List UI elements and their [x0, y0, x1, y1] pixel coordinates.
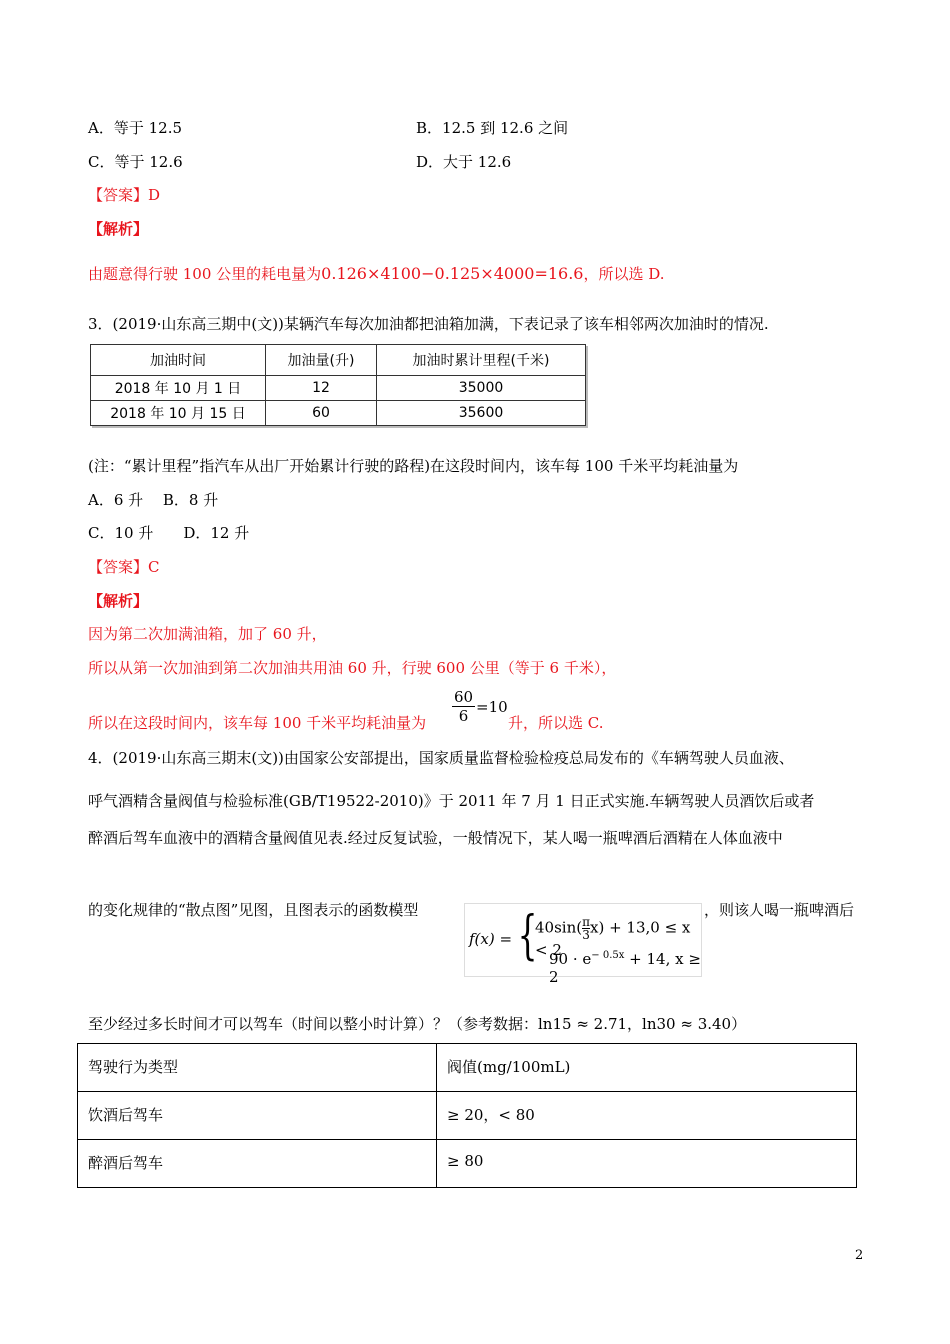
- fuel-table: [90, 344, 586, 426]
- fuel-table-header: 加油量(升): [266, 345, 377, 376]
- threshold-table-cell: ≥ 20，< 80: [437, 1092, 857, 1140]
- q4-line3: 醉酒后驾车血液中的酒精含量阀值见表.经过反复试验，一般情况下，某人喝一瓶啤酒后酒精在人体血液中: [88, 829, 783, 847]
- q4-line5: 至少经过多长时间才可以驾车（时间以整小时计算）？（参考数据：ln15 ≈ 2.71，ln30 ≈ 3.40）: [88, 1015, 747, 1033]
- threshold-table-row: [78, 1044, 857, 1092]
- fuel-table-header: 加油时间: [91, 345, 266, 376]
- pi-symbol: π: [582, 915, 590, 929]
- fuel-table-header: 加油时累计里程(千米): [377, 345, 586, 376]
- q3-explanation-line1: 因为第二次加满油箱，加了 60 升，: [88, 625, 327, 643]
- brace-icon: {: [517, 906, 538, 966]
- q4-line4-pre: 的变化规律的“散点图”见图，且图表示的函数模型: [88, 901, 419, 919]
- q3-explanation-line2: 所以从第一次加油到第二次加油共用油 60 升，行驶 600 公里（等于 6 千米），: [88, 659, 617, 677]
- page-number: 2: [855, 1248, 864, 1263]
- threshold-table-row: [78, 1140, 857, 1188]
- q4-line4-post: ，则该人喝一瓶啤酒后: [704, 901, 855, 919]
- q4-line1: 4．(2019·山东高三期末(文))由国家公安部提出，国家质量监督检验检疫总局发布的《车辆驾驶人员血液、: [88, 749, 794, 767]
- threshold-table-cell: 醉酒后驾车: [78, 1140, 437, 1188]
- q3-analysis-label: 【解析】: [88, 592, 149, 610]
- q2-option-d: D．大于 12.6: [416, 153, 512, 171]
- q3-note: (注：“累计里程”指汽车从出厂开始累计行驶的路程)在这段时间内，该车每 100 千米平均耗油量为: [88, 457, 739, 475]
- q3-fraction-denominator: 6: [458, 707, 469, 725]
- q2-explanation: [88, 263, 665, 284]
- q3-fraction: [452, 688, 475, 725]
- q2-analysis-label: 【解析】: [88, 220, 149, 238]
- q3-explanation-line3-pre: 所以在这段时间内，该车每 100 千米平均耗油量为: [88, 714, 427, 732]
- q2-option-a: A．等于 12.5: [88, 119, 182, 137]
- q2-explanation-formula: 0.126×4100−0.125×4000=16.6: [321, 264, 584, 283]
- piecewise-exponent: − 0.5x: [591, 950, 625, 961]
- fuel-table-cell: 35000: [377, 376, 586, 401]
- fuel-table-cell: 2018 年 10 月 1 日: [91, 376, 266, 401]
- piecewise-function: [464, 903, 702, 986]
- piecewise-line1-pre: 40sin(: [535, 918, 583, 937]
- q3-stem: 3．(2019·山东高三期中(文))某辆汽车每次加油都把油箱加满，下表记录了该车相邻两次加油时的情况.: [88, 315, 769, 333]
- fuel-table-row: [91, 401, 586, 426]
- q2-option-c: C．等于 12.6: [88, 153, 183, 171]
- q4-line2: 呼气酒精含量阀值与检验标准(GB/T19522-2010)》于 2011 年 7 月 1 日正式实施.车辆驾驶人员酒饮后或者: [88, 792, 815, 810]
- threshold-table-cell: ≥ 80: [437, 1140, 857, 1188]
- threshold-table-cell: 驾驶行为类型: [78, 1044, 437, 1092]
- fuel-table-row: [91, 376, 586, 401]
- threshold-table-row: [78, 1092, 857, 1140]
- pi-over-3: [582, 916, 590, 941]
- piecewise-line2: [549, 950, 701, 986]
- fuel-table-cell: 60: [266, 401, 377, 426]
- threshold-table-cell: 饮酒后驾车: [78, 1092, 437, 1140]
- fuel-table-header-row: [91, 345, 586, 376]
- piecewise-line1-post: x) + 13,0 ≤ x < 2: [535, 918, 691, 959]
- q2-explanation-tail: ，所以选 D.: [583, 265, 665, 283]
- pi-denominator: 3: [582, 928, 590, 942]
- q3-explanation-line3-post: 升，所以选 C.: [508, 714, 604, 732]
- piecewise-line2-post: + 14, x ≥ 2: [549, 950, 701, 986]
- piecewise-line2-pre: 90 · e: [549, 950, 592, 968]
- fuel-table-cell: 12: [266, 376, 377, 401]
- q3-fraction-rhs: =10: [476, 698, 508, 716]
- q2-answer: 【答案】D: [88, 186, 161, 204]
- piecewise-lhs: f(x) =: [469, 930, 513, 948]
- fuel-table-cell: 2018 年 10 月 15 日: [91, 401, 266, 426]
- q2-option-b: B．12.5 到 12.6 之间: [416, 119, 569, 137]
- q3-option-ab: A．6 升 B．8 升: [88, 491, 219, 509]
- q3-fraction-numerator: 60: [454, 688, 474, 706]
- q2-explanation-text: 由题意得行驶 100 公里的耗电量为: [88, 265, 322, 283]
- fuel-table-cell: 35600: [377, 401, 586, 426]
- q3-answer: 【答案】C: [88, 558, 160, 576]
- threshold-table-cell: 阀值(mg/100mL): [437, 1044, 857, 1092]
- q3-option-cd: C．10 升 D．12 升: [88, 524, 250, 542]
- threshold-table: [77, 1043, 857, 1188]
